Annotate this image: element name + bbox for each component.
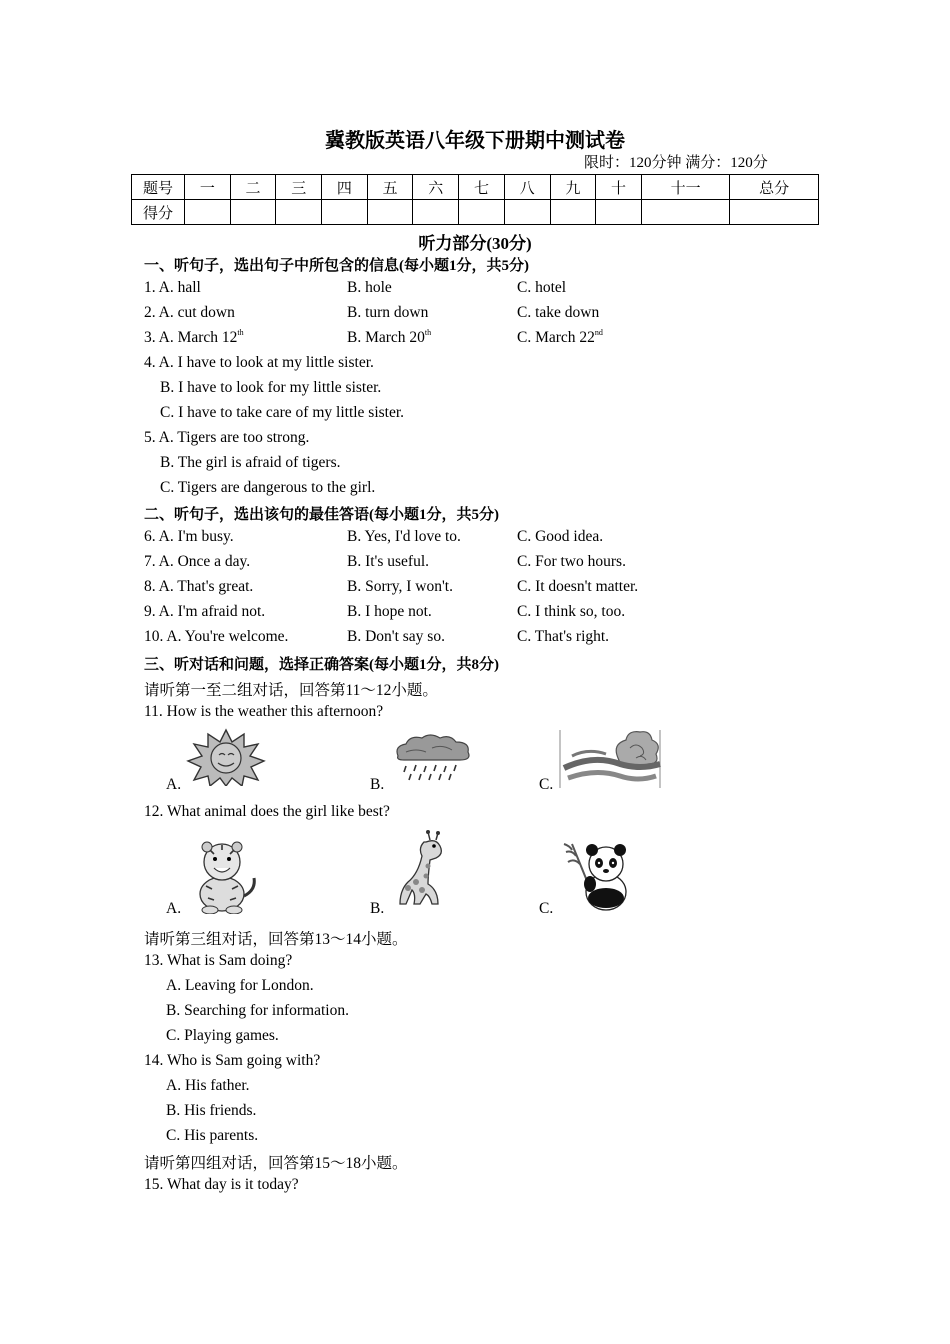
q3-option-c (517, 329, 603, 347)
q5-option-c: C. Tigers are dangerous to the girl. (160, 479, 376, 496)
q1-option-b: B. hole (347, 279, 392, 296)
q12-label-a: A. (166, 900, 182, 917)
q6-option-a: 6. A. I'm busy. (144, 528, 234, 545)
score-table-cell: 八 (504, 175, 550, 200)
q5-option-a: 5. A. Tigers are too strong. (144, 429, 310, 446)
score-table-cell: 三 (276, 175, 322, 200)
score-table-cell: 七 (459, 175, 505, 200)
score-table-empty-cell (504, 200, 550, 225)
q13-option-b: B. Searching for information. (166, 1002, 349, 1019)
q4-option-a: 4. A. I have to look at my little sister. (144, 354, 374, 371)
part3-heading: 三、听对话和问题，选择正确答案(每小题1分，共8分) (144, 657, 499, 673)
q10-option-a: 10. A. You're welcome. (144, 628, 289, 645)
score-table-empty-cell (276, 200, 322, 225)
q3-option-b (347, 329, 431, 347)
part1-heading: 一、听句子，选出句子中所包含的信息(每小题1分，共5分) (144, 258, 529, 274)
q7-option-c: C. For two hours. (517, 553, 626, 570)
q2-option-b: B. turn down (347, 304, 429, 321)
q4-option-c: C. I have to take care of my little sister. (160, 404, 405, 421)
q2-option-c: C. take down (517, 304, 600, 321)
score-table-cell: 一 (185, 175, 231, 200)
rain-cloud-icon (392, 734, 478, 782)
score-table-empty-cell (459, 200, 505, 225)
q3-option-b-text: B. March 20 (347, 329, 425, 346)
section-title: 听力部分(30分) (418, 234, 532, 253)
score-table (131, 174, 819, 225)
score-table-empty-cell (596, 200, 642, 225)
part3-intro-3: 请听第四组对话，回答第15～18小题。 (144, 1155, 408, 1172)
q3-option-a-sup: th (237, 328, 244, 337)
page-title: 冀教版英语八年级下册期中测试卷 (325, 128, 625, 152)
score-table-empty-cell (413, 200, 459, 225)
score-table-cell: 四 (322, 175, 368, 200)
q12-label-c: C. (539, 900, 554, 917)
q4-option-b: B. I have to look for my little sister. (160, 379, 382, 396)
score-table-empty-cell (550, 200, 596, 225)
q3-option-a-text: 3. A. March 12 (144, 329, 238, 346)
q11-label-a: A. (166, 776, 182, 793)
q14-option-b: B. His friends. (166, 1102, 257, 1119)
score-table-cell: 九 (550, 175, 596, 200)
part3-intro-2: 请听第三组对话，回答第13～14小题。 (144, 931, 408, 948)
q10-option-c: C. That's right. (517, 628, 610, 645)
score-table-empty-cell (185, 200, 231, 225)
time-and-score-limit: 限时：120分钟 满分：120分 (584, 155, 768, 171)
score-table-cell: 得分 (132, 200, 185, 225)
q3-option-c-text: C. March 22 (517, 329, 595, 346)
q12-label-b: B. (370, 900, 385, 917)
q6-option-c: C. Good idea. (517, 528, 604, 545)
q5-option-b: B. The girl is afraid of tigers. (160, 454, 341, 471)
q13-option-c: C. Playing games. (166, 1027, 279, 1044)
score-table-score-row (132, 200, 819, 225)
q2-option-a: 2. A. cut down (144, 304, 235, 321)
score-table-cell: 二 (230, 175, 276, 200)
q8-option-b: B. Sorry, I won't. (347, 578, 453, 595)
q9-option-a: 9. A. I'm afraid not. (144, 603, 266, 620)
q14-question: 14. Who is Sam going with? (144, 1052, 321, 1069)
q9-option-b: B. I hope not. (347, 603, 432, 620)
q1-option-c: C. hotel (517, 279, 567, 296)
q3-option-a (144, 329, 244, 347)
wind-cloud-icon (558, 728, 662, 790)
score-table-empty-cell (730, 200, 819, 225)
panda-icon (562, 838, 638, 914)
score-table-cell: 六 (413, 175, 459, 200)
part2-heading: 二、听句子，选出该句的最佳答语(每小题1分，共5分) (144, 507, 499, 523)
score-table-cell: 十 (596, 175, 642, 200)
q11-label-b: B. (370, 776, 385, 793)
q15-question: 15. What day is it today? (144, 1176, 299, 1193)
score-table-header-row (132, 175, 819, 200)
q9-option-c: C. I think so, too. (517, 603, 626, 620)
q11-label-c: C. (539, 776, 554, 793)
part3-intro-1: 请听第一至二组对话，回答第11～12小题。 (144, 682, 438, 699)
score-table-cell: 五 (367, 175, 413, 200)
q7-option-a: 7. A. Once a day. (144, 553, 251, 570)
q14-option-a: A. His father. (166, 1077, 250, 1094)
q3-option-b-sup: th (424, 328, 432, 337)
score-table-empty-cell (322, 200, 368, 225)
score-table-cell: 题号 (132, 175, 185, 200)
q1-option-a: 1. A. hall (144, 279, 201, 296)
q13-question: 13. What is Sam doing? (144, 952, 293, 969)
tiger-icon (186, 838, 260, 914)
q7-option-b: B. It's useful. (347, 553, 430, 570)
score-table-cell: 十一 (641, 175, 730, 200)
giraffe-icon (388, 830, 452, 910)
q8-option-c: C. It doesn't matter. (517, 578, 639, 595)
q14-option-c: C. His parents. (166, 1127, 259, 1144)
q6-option-b: B. Yes, I'd love to. (347, 528, 461, 545)
q3-option-c-sup: nd (594, 328, 603, 337)
q10-option-b: B. Don't say so. (347, 628, 445, 645)
q8-option-a: 8. A. That's great. (144, 578, 254, 595)
score-table-empty-cell (230, 200, 276, 225)
q12-question: 12. What animal does the girl like best? (144, 803, 390, 820)
q13-option-a: A. Leaving for London. (166, 977, 314, 994)
score-table-empty-cell (367, 200, 413, 225)
score-table-empty-cell (641, 200, 730, 225)
sun-icon (184, 728, 268, 786)
q11-question: 11. How is the weather this afternoon? (144, 703, 384, 720)
score-table-cell: 总分 (730, 175, 819, 200)
